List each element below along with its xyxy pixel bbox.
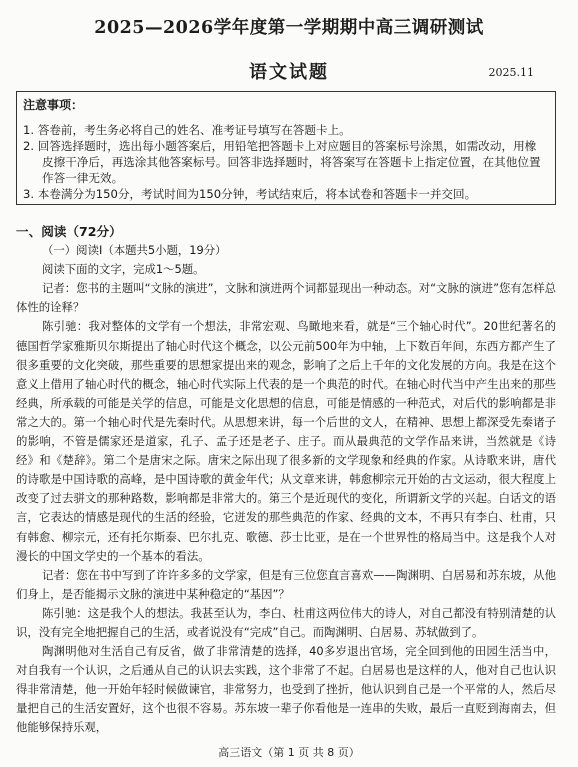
notice-box xyxy=(16,91,556,205)
passage-paragraph-1: 记者：您书的主题叫“文脉的演进”，文脉和演进两个词都显现出一种动态。对“文脉的演进”您有怎样总体性的诠释？ xyxy=(16,281,556,315)
passage-paragraph-2: 陈引驰：我对整体的文学有一个想法，非常宏观、鸟瞰地来看，就是“三个轴心时代”。20世纪著名的德国哲学家雅斯贝尔斯提出了轴心时代这个概念，以公元前500年为中轴，上下数百年间，东西方都产生了很多重要的文化突破，那些重要的思想家提出来的观念，影响了之后上千年的文化发展的方向。我是在这个意义上借用了轴心时代的概念，轴心时代实际上代表的是一个典范的时代。在轴心时代当中产生出来的那些经典，所承载的可能是关学的信息，可能是文化思想的信息，可能是情感的一种范式，对后代的影响都是非常之大的。第一个轴心时代是先秦时代。从思想来讲，每一个后世的文人，在精神、思想上都深受先秦诸子的影响，不管是儒家还是道家，孔子、孟子还是老子、庄子。而从最典范的文学作品来讲，当然就是《诗经》和《楚辞》。第二个是唐宋之际。唐宋之际出现了很多新的文学现象和经典的作家。从诗歌来讲，唐代的诗歌是中国诗歌的高峰，是中国诗歌的黄金年代；从文章来讲，韩愈柳宗元开始的古文运动，很大程度上改变了过去骈文的那种路数，影响都是非常大的。第三个是近现代的变化，所谓新文学的兴起。白话文的语言，它表达的情感是现代的生活的经验，它迸发的那些典范的作家、经典的文本，不再只有李白、杜甫，只有韩愈、柳宗元，还有托尔斯泰、巴尔扎克、歌德、莎士比亚，是在一个世界性的格局当中。这是我个人对漫长的中国文学史的一个基本的看法。 xyxy=(16,319,556,563)
notice-item-2: 2. 回答选择题时，选出每小题答案后，用铅笔把答题卡上对应题目的答案标号涂黑，如需改动，用橡皮擦干净后，再选涂其他答案标号。回答非选择题时，将答案写在答题卡上指定位置，在其他位置作答一律无效。 xyxy=(23,139,541,185)
notice-heading: 注意事项： xyxy=(23,98,84,112)
passage-paragraph-5: 陶渊明他对生活自己有反省，做了非常清楚的选择，40多岁退出官场，完全回到他的田园生活当中，对自我有一个认识，之后通从自己的认识去实践，这个非常了不起。白居易也是这样的人，他对自己也认识得非常清楚，他一开始年轻时候做谏官，非常努力，也受到了挫折，他认识到自己是一个平常的人，然后尽量把自己的生活安置好，这个也很不容易。苏东坡一辈子你看他是一连串的失败，最后一直贬到海南去，但他能够保持乐观， xyxy=(16,644,556,735)
passage-paragraph-3: 记者：您在书中写到了许许多多的文学家，但是有三位您直言喜欢——陶渊明、白居易和苏东坡，从他们身上，是否能揭示文脉的演进中某种稳定的“基因”？ xyxy=(16,567,556,601)
section-heading: 一、阅读（72分） xyxy=(16,224,122,239)
reading-section xyxy=(16,222,556,738)
passage-paragraph-4: 陈引驰：这是我个人的想法。我甚至认为，李白、杜甫这两位伟大的诗人，对自己都没有特别清楚的认识，没有完全地把握自己的生活，或者说没有“完成”自己。而陶渊明、白居易、苏轼做到了。 xyxy=(16,605,556,639)
page-footer: 高三语文（第 1 页 共 8 页） xyxy=(218,746,360,759)
notice-item-3: 3. 本卷满分为150分，考试时间为150分钟，考试结束后，将本试卷和答题卡一并交回。 xyxy=(23,187,477,201)
exam-title: 2025—2026学年度第一学期期中高三调研测试 xyxy=(94,18,484,38)
exam-date: 2025.11 xyxy=(488,66,534,79)
subject-title: 语文试题 xyxy=(249,62,329,83)
subsection-heading: （一）阅读Ⅰ（本题共5小题，19分） xyxy=(42,243,227,258)
instruction-text: 阅读下面的文字，完成1～5题。 xyxy=(42,262,205,277)
notice-item-1: 1. 答卷前，考生务必将自己的姓名、准考证号填写在答题卡上。 xyxy=(23,123,351,137)
